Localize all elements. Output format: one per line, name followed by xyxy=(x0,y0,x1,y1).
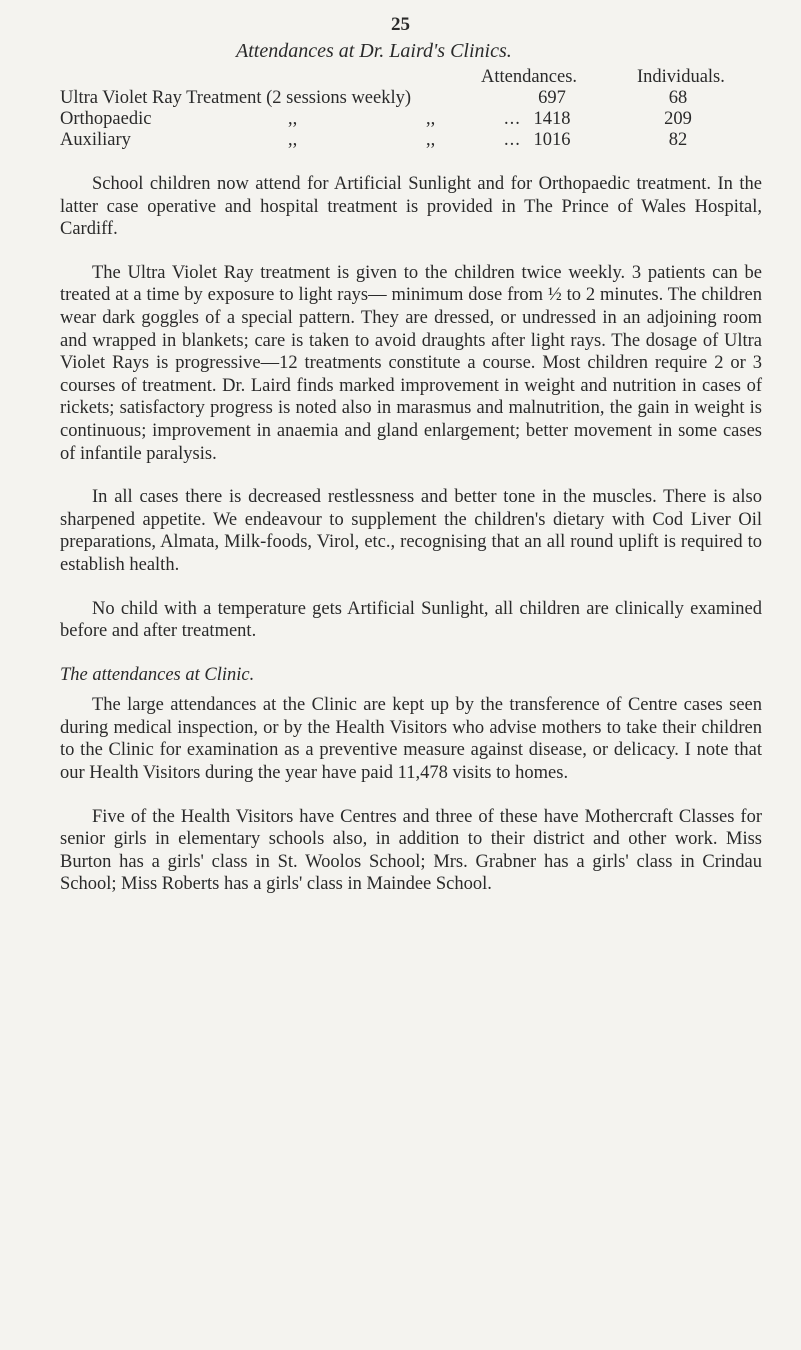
body-text xyxy=(60,173,762,917)
table-row xyxy=(60,109,760,130)
paragraph: Five of the Health Visitors have Centres and three of these have Mothercraft Classes for senior girls in elementary schools also, in addition to their district and other work. Miss Burton has a girls' class in St. Woolos School; Mrs. Grabner has a girls' class in Crindau School; Miss Roberts has a girls' class in Maindee School. xyxy=(60,806,762,895)
table-row xyxy=(60,130,760,151)
header-attendances: Attendances. xyxy=(481,67,578,87)
table-title: Attendances at Dr. Laird's Clinics. xyxy=(236,40,512,62)
attendance-table xyxy=(60,67,760,151)
paragraph: The Ultra Violet Ray treatment is given to the children twice weekly. 3 patients can be treated at a time by exposure to light rays— minimum dose from ½ to 2 minutes. The children wear dark goggles of a special pattern. They are dressed, or undressed in an adjoining room and wrapped in blankets; care is taken to avoid draughts after light rays. The dosage of Ultra Violet Rays is progressive—12 treatments constitute a course. Most children require 2 or 3 courses of treatment. Dr. Laird finds marked improvement in weight and nutrition in cases of rickets; satisfactory progress is noted also in marasmus and malnutrition, the gain in weight is continuous; improvement in anaemia and gland enlargement; better movement in some cases of infantile paralysis. xyxy=(60,262,762,464)
row-label: Orthopaedic xyxy=(60,109,152,129)
leader-dots: ... xyxy=(504,130,521,150)
table-header-row xyxy=(60,67,760,88)
ditto-mark: ,, xyxy=(288,109,298,129)
row-individuals: 209 xyxy=(664,109,692,129)
paragraph: No child with a temperature gets Artificial Sunlight, all children are clinically examined before and after treatment. xyxy=(60,598,762,642)
ditto-mark: ,, xyxy=(288,130,298,150)
section-heading: The attendances at Clinic. xyxy=(60,664,255,685)
row-attendances: 1016 xyxy=(533,130,571,150)
leader-dots: ... xyxy=(504,109,521,129)
header-individuals: Individuals. xyxy=(637,67,725,87)
row-label: Auxiliary xyxy=(60,130,131,150)
ditto-mark: ,, xyxy=(426,130,436,150)
row-label: Ultra Violet Ray Treatment (2 sessions weekly) xyxy=(60,88,412,108)
ditto-mark: ,, xyxy=(426,109,436,129)
page-number: 25 xyxy=(391,14,410,35)
row-attendances: 697 xyxy=(538,88,566,108)
table-row xyxy=(60,88,760,109)
paragraph: The large attendances at the Clinic are kept up by the transference of Centre cases seen during medical inspection, or by the Health Visitors who advise mothers to take their children to the Clinic for examination as a preventive measure against disease, or delicacy. I note that our Health Visitors during the year have paid 11,478 visits to homes. xyxy=(60,695,762,784)
row-individuals: 68 xyxy=(668,88,688,108)
row-attendances: 1418 xyxy=(533,109,571,129)
paragraph: School children now attend for Artificial Sunlight and for Orthopaedic treatment. In the latter case operative and hospital treatment is provided in The Prince of Wales Hospital, Cardiff. xyxy=(60,174,762,240)
paragraph: In all cases there is decreased restlessness and better tone in the muscles. There is also sharpened appetite. We endeavour to supplement the children's dietary with Cod Liver Oil preparations, Almata, Milk-foods, Virol, etc., recognising that an all round uplift is required to establish health. xyxy=(60,487,762,575)
row-individuals: 82 xyxy=(668,130,688,150)
